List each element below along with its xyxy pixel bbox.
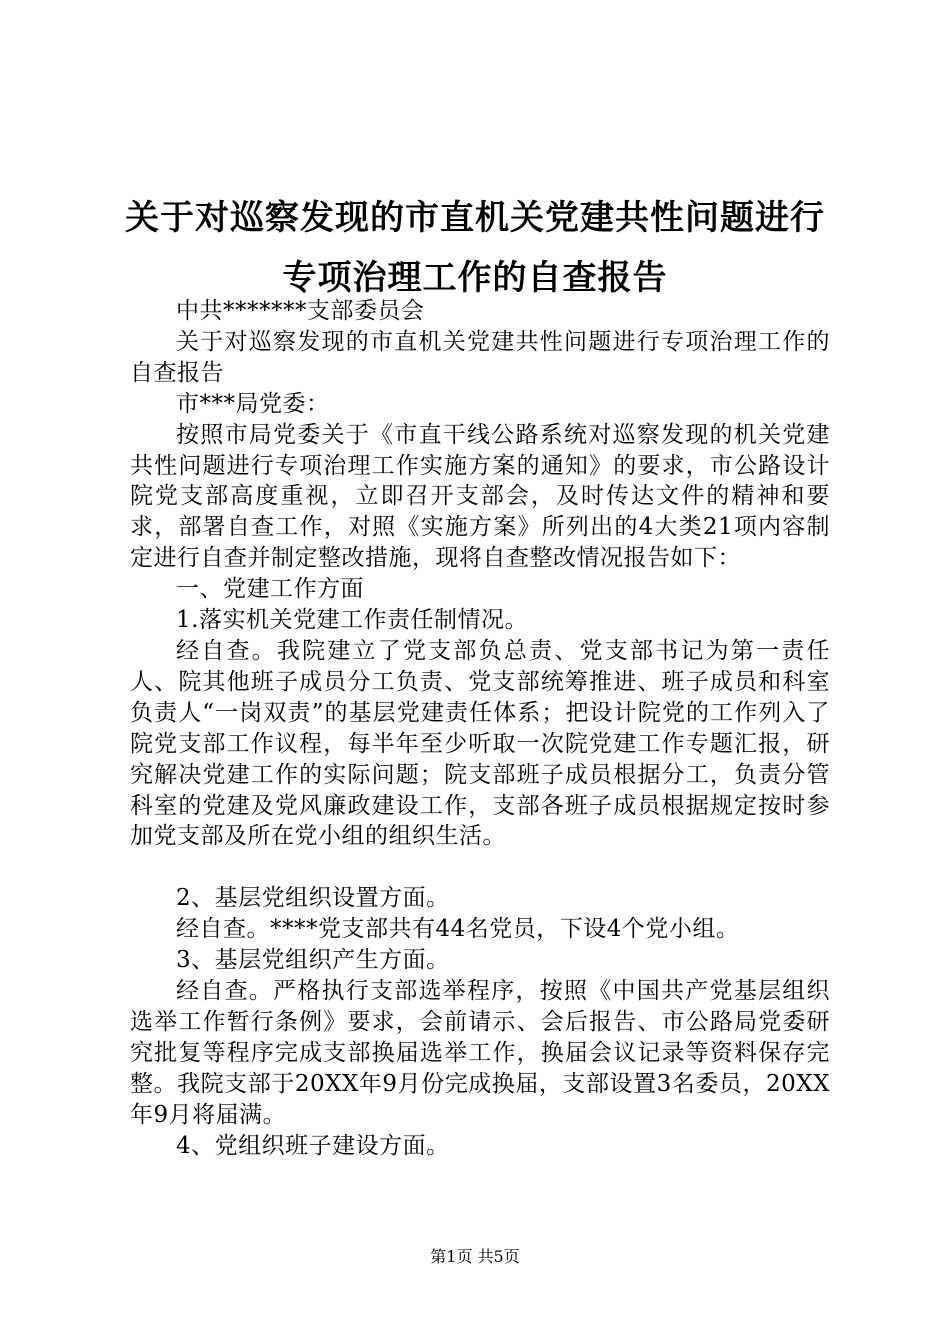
paragraph-item-3: 经自查。严格执行支部选举程序，按照《中国共产党基层组织选举工作暂行条例》要求，会前请示、会后报告、市公路局党委研究批复等程序完成支部换届选举工作，换届会议记录等资料保存完整。我院支部于20XX年9月份完成换届，支部设置3名委员，20XX年9月将届满。 (130, 978, 830, 1128)
item-heading-4: 4、党组织班子建设方面。 (176, 1132, 450, 1159)
item-heading-3: 3、基层党组织产生方面。 (176, 947, 450, 974)
section-heading-1: 一、党建工作方面 (176, 576, 364, 603)
item-heading-2: 2、基层党组织设置方面。 (176, 885, 450, 912)
item-heading-1: 1.落实机关党建工作责任制情况。 (176, 607, 528, 634)
paragraph-addressee: 市***局党委： (176, 390, 330, 417)
paragraph-intro: 按照市局党委关于《市直干线公路系统对巡察发现的机关党建共性问题进行专项治理工作实施方案的通知》的要求，市公路设计院党支部高度重视，立即召开支部会，及时传达文件的精神和要求，部署自查工作，对照《实施方案》所列出的4大类21项内容制定进行自查并制定整改措施，现将自查整改情况报告如下： (130, 421, 830, 572)
paragraph-item-2: 经自查。****党支部共有44名党员，下设4个党小组。 (176, 916, 740, 943)
document-body (130, 296, 830, 1161)
document-title-line-2: 专项治理工作的自查报告 (282, 258, 668, 298)
document-title-line-1: 关于对巡察发现的市直机关党建共性问题进行 (125, 198, 825, 238)
paragraph-subject: 关于对巡察发现的市直机关党建共性问题进行专项治理工作的自查报告 (130, 328, 830, 386)
paragraph-item-1: 经自查。我院建立了党支部负总责、党支部书记为第一责任人、院其他班子成员分工负责、党支部统筹推进、班子成员和科室负责人“一岗双责”的基层党建责任体系；把设计院党的工作列入了院党支部工作议程，每半年至少听取一次院党建工作专题汇报，研究解决党建工作的实际问题；院支部班子成员根据分工，负责分管科室的党建及党风廉政建设工作，支部各班子成员根据规定按时参加党支部及所在党小组的组织生活。 (130, 637, 830, 850)
paragraph-sender: 中共*******支部委员会 (176, 298, 425, 324)
page-number-footer: 第1页 共5页 (430, 1247, 520, 1266)
